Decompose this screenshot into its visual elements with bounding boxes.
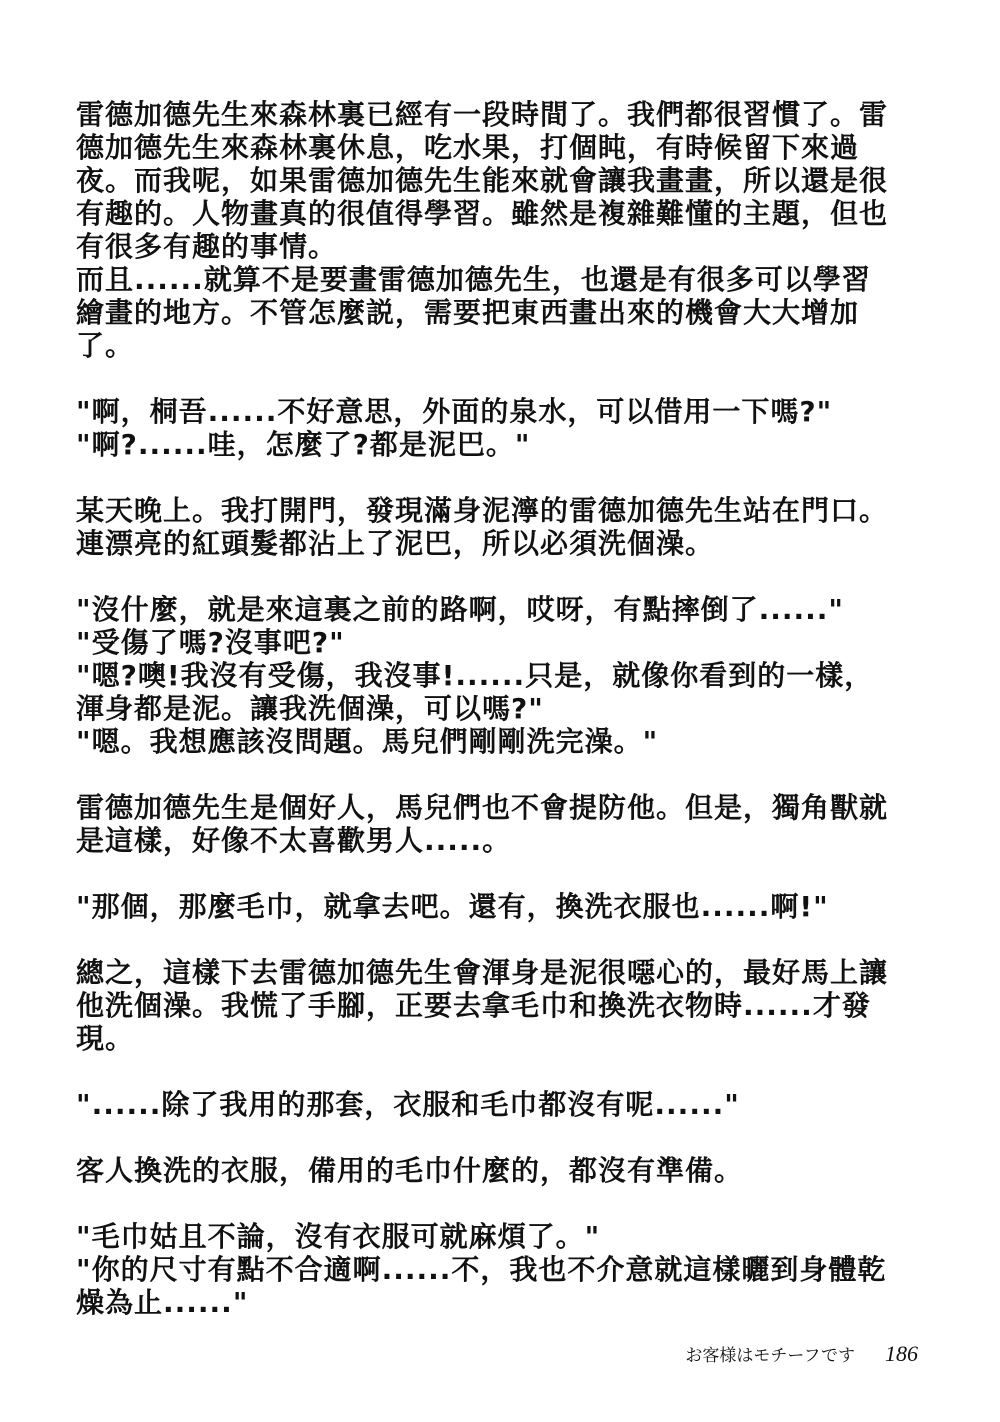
dialogue-line: "......除了我用的那套，衣服和毛巾都沒有呢......": [76, 1088, 740, 1121]
dialogue-line: "那個，那麼毛巾，就拿去吧。還有，換洗衣服也......啊!": [76, 890, 829, 923]
dialogue-line: "沒什麼，就是來這裏之前的路啊，哎呀，有點摔倒了......": [76, 593, 844, 626]
dialogue-line: "嗯?噢!我沒有受傷，我沒事!......只是，就像你看到的一樣， 渾身都是泥。讓我洗個澡，可以嗎?": [76, 659, 874, 725]
dialogue-line: "毛巾姑且不論，沒有衣服可就麻煩了。": [76, 1220, 601, 1253]
paragraph: 雷德加德先生來森林裏已經有一段時間了。我們都很習慣了。雷 德加德先生來森林裏休息，吃水果，打個盹，有時候留下來過 夜。而我呢，如果雷德加德先生能來就會讓我畫畫，所以還是很 有趣的。人物畫真的很值得學習。雖然是複雜難懂的主題，但也 有很多有趣的事情。: [76, 98, 889, 263]
paragraph-gap: [76, 1187, 926, 1220]
paragraph-gap: [76, 1055, 926, 1088]
page-footer: [648, 1341, 918, 1373]
paragraph-gap: [76, 461, 926, 494]
dialogue-line: "啊?......哇，怎麼了?都是泥巴。": [76, 428, 531, 461]
paragraph: 而且......就算不是要畫雷德加德先生，也還是有很多可以學習 繪畫的地方。不管怎麼説，需要把東西畫出來的機會大大增加 了。: [76, 263, 871, 362]
dialogue-line: "你的尺寸有點不合適啊......不，我也不介意就這樣曬到身體乾 燥為止......": [76, 1253, 887, 1319]
paragraph-gap: [76, 923, 926, 956]
dialogue-line: "嗯。我想應該沒問題。馬兒們剛剛洗完澡。": [76, 725, 659, 758]
paragraph: 某天晚上。我打開門，發現滿身泥濘的雷德加德先生站在門口。 連漂亮的紅頭髮都沾上了泥巴，所以必須洗個澡。: [76, 494, 889, 560]
paragraph: 客人換洗的衣服，備用的毛巾什麼的，都沒有準備。: [76, 1154, 744, 1187]
paragraph-gap: [76, 560, 926, 593]
paragraph: 雷德加德先生是個好人，馬兒們也不會提防他。但是，獨角獸就 是這樣，好像不太喜歡男人.....。: [76, 791, 889, 857]
dialogue-line: "啊，桐吾......不好意思，外面的泉水，可以借用一下嗎?": [76, 395, 833, 428]
paragraph-gap: [76, 1121, 926, 1154]
body-text: [76, 98, 926, 1319]
paragraph: 總之，這樣下去雷德加德先生會渾身是泥很噁心的，最好馬上讓 他洗個澡。我慌了手腳，正要去拿毛巾和換洗衣物時......才發 現。: [76, 956, 889, 1055]
page-number: 186: [885, 1341, 918, 1366]
paragraph-gap: [76, 857, 926, 890]
paragraph-gap: [76, 362, 926, 395]
dialogue-line: "受傷了嗎?沒事吧?": [76, 626, 345, 659]
running-title: お客様はモチーフです: [685, 1346, 855, 1366]
paragraph-gap: [76, 758, 926, 791]
